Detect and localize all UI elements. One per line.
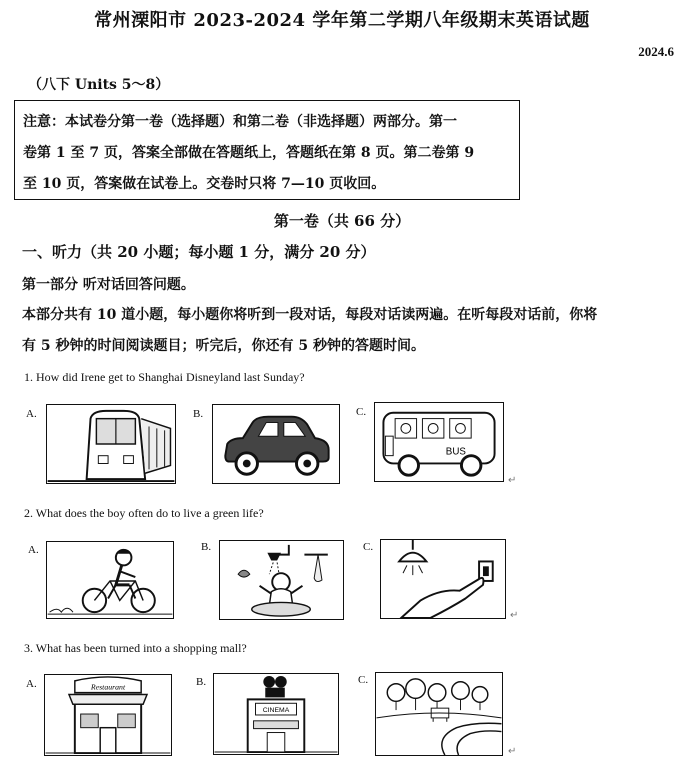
option-letter: B. bbox=[193, 408, 204, 420]
park-icon[interactable] bbox=[375, 672, 503, 756]
notice-line: 至 10 页，答案做在试卷上。交卷时只将 7—10 页收回。 bbox=[23, 176, 386, 192]
bus-label: BUS bbox=[445, 446, 466, 458]
instruction-line: 有 5 秒钟的时间阅读题目；听完后，你还有 5 秒钟的答题时间。 bbox=[22, 338, 425, 354]
exam-title: 常州溧阳市 2023-2024 学年第二学期八年级期末英语试题 bbox=[94, 10, 590, 31]
car-icon[interactable] bbox=[212, 404, 340, 484]
section-title: 一、听力（共 20 小题；每小题 1 分，满分 20 分） bbox=[22, 243, 376, 261]
question-3: 3. What has been turned into a shopping mall? bbox=[24, 641, 247, 655]
notice-line: 卷第 1 至 7 页，答案全部做在答题纸上，答题纸在第 8 页。第二卷第 9 bbox=[23, 145, 475, 161]
train-icon[interactable] bbox=[46, 404, 176, 484]
instructions bbox=[22, 300, 677, 362]
question-2: 2. What does the boy often do to live a green life? bbox=[24, 506, 264, 520]
restaurant-icon[interactable] bbox=[44, 674, 172, 756]
option-letter: A. bbox=[28, 544, 39, 556]
volume-title: 第一卷（共 66 分） bbox=[273, 212, 411, 230]
return-mark: ↵ bbox=[508, 746, 517, 757]
exam-scope: （八下 Units 5～8） bbox=[28, 77, 170, 93]
light-switch-icon[interactable] bbox=[380, 539, 506, 619]
option-letter: A. bbox=[26, 408, 37, 420]
option-letter: B. bbox=[196, 676, 207, 688]
cinema-label: CINEMA bbox=[262, 707, 290, 715]
part-title: 第一部分 听对话回答问题。 bbox=[22, 277, 195, 293]
bus-icon[interactable] bbox=[374, 402, 504, 482]
option-letter: C. bbox=[358, 674, 369, 686]
option-letter: C. bbox=[356, 406, 367, 418]
cycling-icon[interactable] bbox=[46, 541, 174, 619]
option-letter: C. bbox=[363, 541, 374, 553]
notice-line: 注意：本试卷分第一卷（选择题）和第二卷（非选择题）两部分。第一 bbox=[23, 114, 457, 130]
question-1: 1. How did Irene get to Shanghai Disneyland last Sunday? bbox=[24, 370, 305, 384]
option-letter: A. bbox=[26, 678, 37, 690]
exam-date: 2024.6 bbox=[638, 44, 674, 59]
shower-icon[interactable] bbox=[219, 540, 344, 620]
cinema-icon[interactable] bbox=[213, 673, 339, 755]
return-mark: ↵ bbox=[508, 475, 517, 486]
return-mark: ↵ bbox=[510, 610, 519, 621]
option-letter: B. bbox=[201, 541, 212, 553]
restaurant-label: Restaurant bbox=[90, 682, 126, 692]
notice-box bbox=[14, 100, 520, 200]
instruction-line: 本部分共有 10 道小题，每小题你将听到一段对话，每段对话读两遍。在听每段对话前，你将 bbox=[22, 307, 598, 323]
